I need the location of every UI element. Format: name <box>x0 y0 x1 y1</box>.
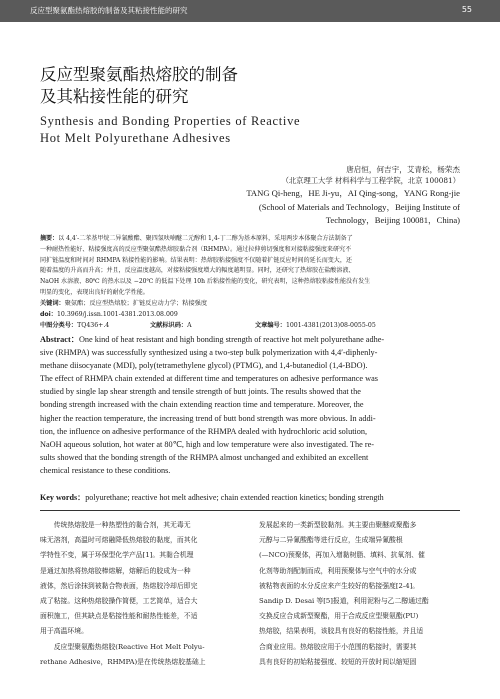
authors-english: TANG Qi-heng，HE Ji-yu，AI Qing-song，YANG Rong-jie <box>246 188 460 198</box>
abstract-en-line: higher the reaction temperature, the increasing trend of butt bond strength was more obvious. In addi- <box>40 413 376 423</box>
section-divider <box>40 510 460 511</box>
body-line: 合商业应用。热熔胶应用于小范围的粘接时，需要其 <box>259 642 417 651</box>
abstract-en-line: bonding strength increased with the chain extending reaction time and temperature. Moreover, the <box>40 400 364 410</box>
body-line: 是通过加热将热熔胶棒熔解，熔解后的胶成为一种 <box>40 566 191 575</box>
doc-code: A <box>187 322 192 329</box>
article-no-label: 文章编号： <box>255 322 286 329</box>
running-title: 反应型聚氨酯热熔胶的制备及其粘接性能的研究 <box>30 6 188 15</box>
abstract-cn-line: 明显的变化，表现出良好的耐化学性能。 <box>40 288 149 296</box>
body-column-right <box>259 518 459 670</box>
body-line: 味无溶剂，高温时可熔融降低热熔胶的黏度，而其化 <box>40 536 198 545</box>
abstract-en-line: methane diisocyanate (MDI), poly(tetramethylene glycol) (PTMG), and 1,4-butanediol (1,4-BDO). <box>40 361 368 371</box>
abstract-cn-line: 一种耐热性能好、粘接强度高的反应型聚氨酯热熔胶黏合剂（RHMPA）。通过拉伸剪切强度和对接粘接强度来研究不 <box>40 245 352 253</box>
keywords-chinese <box>40 299 460 309</box>
article-no: 1001-4381(2013)08-0055-05 <box>285 322 376 329</box>
abstract-en-line: chemical resistance to these conditions. <box>40 465 171 475</box>
body-line: 发展起来的一类新型胶黏剂。其主要由聚醚或聚酯多 <box>259 521 417 529</box>
body-line: rethane Adhesive，RHMPA)是在传统热熔胶基础上 <box>40 657 206 666</box>
title-en-line: Synthesis and Bonding Properties of Reactive <box>40 114 301 128</box>
abstract-en-line: sive (RHMPA) was successfully synthesized using a two-step bulk polymerization with 4,4′-diphenly- <box>40 348 378 358</box>
body-line: 交换反应合成新型聚酯，用于合成反应型聚氨酯(PU) <box>259 612 419 621</box>
affiliation-en-line: Technology，Beijing 100081，China) <box>325 214 460 225</box>
body-line: Sandip D. Desai 等[5]报道，利用泥粉与乙二醇通过酯 <box>259 596 429 605</box>
abstract-chinese <box>40 234 460 299</box>
body-line: 面积施工，但其缺点是粘接性能和耐热性能差，不适 <box>40 612 198 621</box>
doc-code-label: 文献标识码： <box>150 322 188 329</box>
page-number: 55 <box>461 5 472 14</box>
body-line: 传统热熔胶是一种热塑性的黏合剂，其无毒无 <box>40 521 191 529</box>
doi-text: 10.3969/j.issn.1001-4381.2013.08.009 <box>57 311 178 318</box>
title-chinese <box>40 64 460 108</box>
abstract-en-line: studied by single lap shear strength and tensile strength of butt joints. The results showed that the <box>40 387 361 397</box>
authors-chinese: 唐启恒，何吉宇，艾青松，杨荣杰 <box>346 165 460 174</box>
title-cn-line: 反应型聚氨酯热熔胶的制备 <box>40 65 238 84</box>
body-line: 反应型聚氨酯热熔胶(Reactive Hot Melt Polyu- <box>40 642 205 651</box>
body-line: 用于高温环境。 <box>40 627 88 636</box>
title-cn-line: 及其粘接性能的研究 <box>40 87 189 106</box>
abstract-en-line: NaOH aqueous solution, hot water at 80℃, high and low temperature were also investigated. The re- <box>40 439 374 449</box>
body-line: 学特性不变，属于环保型化学产品[1]。其黏合机理 <box>40 551 194 560</box>
classification-line <box>40 321 460 331</box>
abstract-cn-label: 摘要： <box>40 235 59 242</box>
body-column-left <box>40 518 240 670</box>
abstract-cn-line: NaOH 水溶液、80℃ 的热水以及 −20℃ 的低温下处理 10h 后粘接性能的变化，研究表明，这种热熔胶粘接性能没有发生 <box>40 278 371 286</box>
abstract-en-line: sults showed that the bonding strength of the RHMPA almost unchanged and exhibited an excellent <box>40 452 369 462</box>
keywords-english <box>40 492 460 503</box>
body-line: 热熔胶，结果表明，该胶具有良好的粘接性能，并且适 <box>259 627 424 636</box>
title-english <box>40 113 460 147</box>
body-line: 元醇与二异氰酸酯等进行反应，生成端异氰酸根 <box>259 536 403 545</box>
abstract-en-label: Abstract： <box>40 335 79 344</box>
keywords-cn-text: 聚氨酯；反应型热熔胶；扩链反应动力学；粘接强度 <box>64 300 208 307</box>
affiliation-en-line: (School of Materials and Technology，Beijing Institute of <box>258 202 460 212</box>
abstract-en-line: The effect of RHMPA chain extended at different time and temperatures on adhesive performance was <box>40 374 378 384</box>
abstract-cn-line: 以 4,4′-二苯基甲烷二异氰酸酯、聚四氢呋喃醚二元醇和 1,4-丁二醇为基本原料，采用两步本体聚合方法制备了 <box>58 235 353 242</box>
abstract-en-line: tion, the influence on adhesive performance of the RHMPA dealed with hydrochloric acid solution, <box>40 426 368 436</box>
body-line: 被粘物表面的水分反应来产生较好的粘接强度[2-4]。 <box>259 581 420 590</box>
affiliation-english <box>259 201 460 226</box>
body-line: 成了粘接。这种热熔胶操作简便，工艺简单，适合大 <box>40 596 198 605</box>
clc-label: 中图分类号： <box>40 322 78 329</box>
affiliation-chinese: （北京理工大学 材料科学与工程学院，北京 100081） <box>281 176 460 185</box>
body-line: 液体，然后涂抹到被黏合物表面，热熔胶冷却后即完 <box>40 581 198 590</box>
clc-code: TQ436+.4 <box>77 322 110 329</box>
abstract-cn-line: 同扩链温度和时间对 RHMPA 粘接性能的影响。结果表明：热熔胶粘接强度不仅随着扩链反应时间的延长而变大，还 <box>40 256 352 264</box>
keywords-en-label: Key words： <box>40 493 86 502</box>
doi-label: doi： <box>40 311 57 318</box>
running-header-bar <box>0 0 500 22</box>
body-line: (—NCO)预聚体，再加入增黏树脂、填料、抗氧剂、催 <box>259 551 425 560</box>
abstract-en-line: One kind of heat resistant and high bonding strength of reactive hot melt polyurethane adhe- <box>78 335 385 344</box>
abstract-cn-line: 随着温度的升高而升高；并且，反应温度越高，对接粘接强度增大的幅度越明显。同时，还研究了热熔胶在盐酸溶液、 <box>40 267 355 275</box>
keywords-cn-label: 关键词： <box>40 300 65 307</box>
keywords-en-text: polyurethane; reactive hot melt adhesive; chain extended reaction kinetics; bonding strength <box>85 493 384 502</box>
doi-line <box>40 310 460 320</box>
body-line: 化剂等助剂配制而成，利用预聚体与空气中的水分或 <box>259 566 417 575</box>
title-en-line: Hot Melt Polyurethane Adhesives <box>40 131 231 145</box>
abstract-english <box>40 333 460 477</box>
body-line: 具有良好的初始粘接强度、较短的开放时间以缩短固 <box>259 657 417 666</box>
